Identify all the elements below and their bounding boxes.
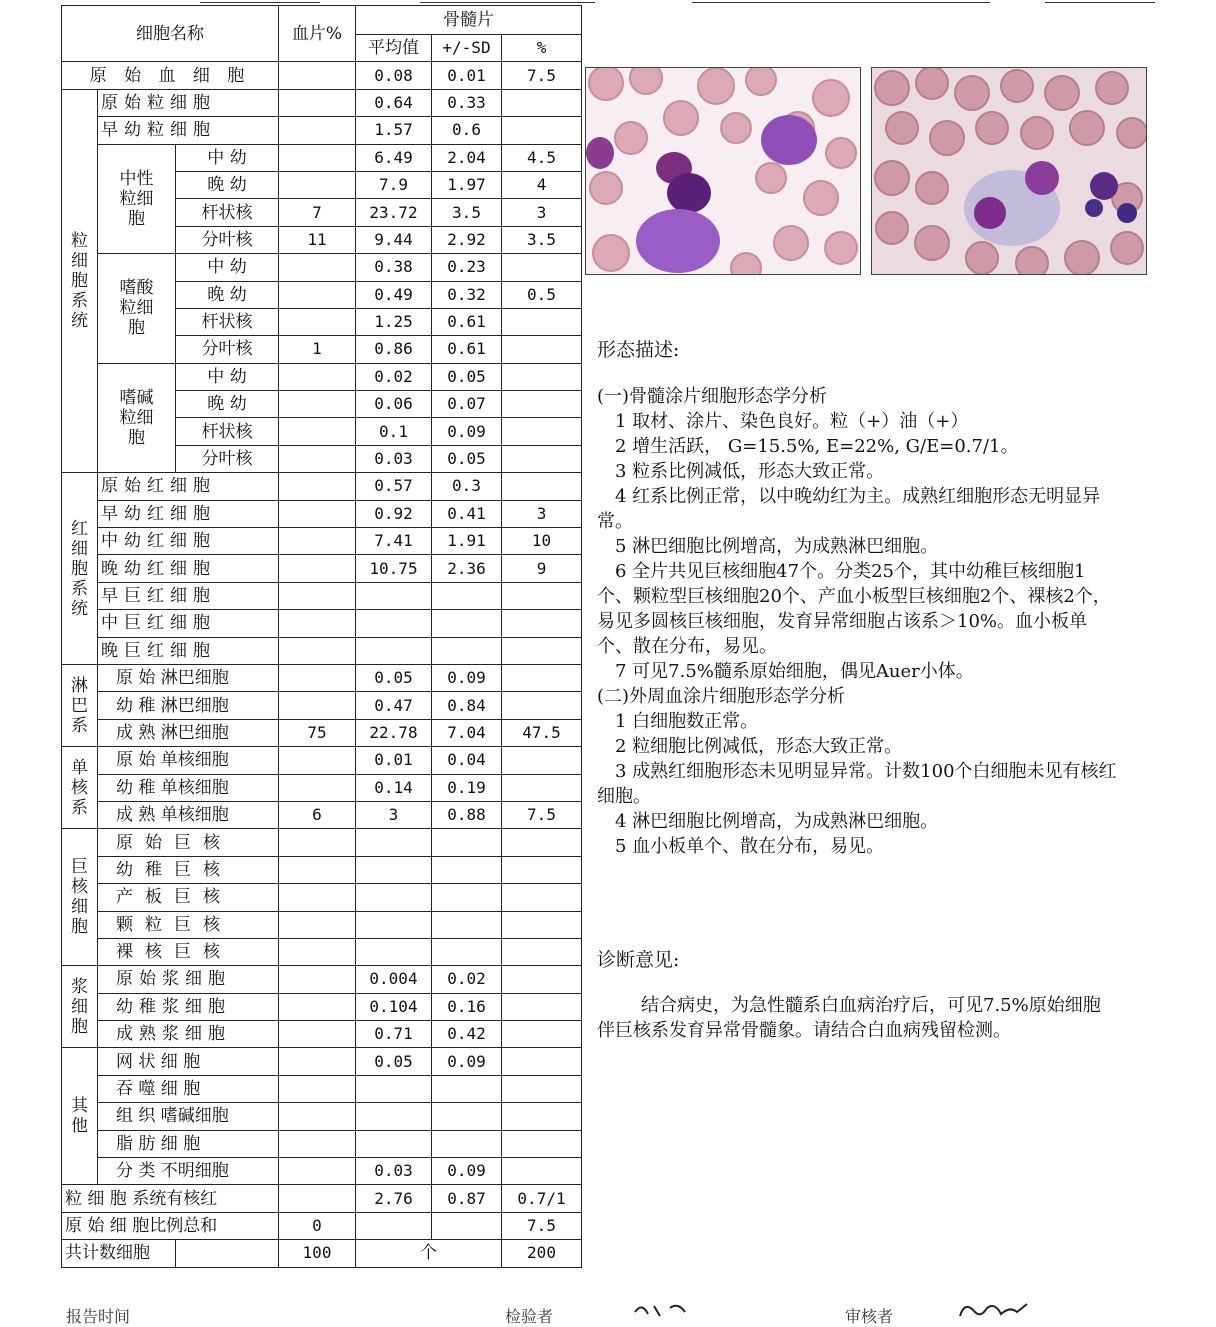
table-row: 浆细胞 原始浆细胞 0.004 0.02 bbox=[62, 966, 582, 993]
description-line: 1 白细胞数正常。 bbox=[615, 711, 759, 732]
subgroup-label: 嗜酸粒细胞 bbox=[98, 254, 176, 364]
table-row: 杆状核 1.25 0.61 bbox=[62, 308, 582, 335]
subgroup-label: 嗜碱粒细胞 bbox=[98, 363, 176, 473]
table-row: 分叶核 1 0.86 0.61 bbox=[62, 336, 582, 363]
examiner-signature bbox=[630, 1300, 710, 1320]
report-time-label: 报告时间 bbox=[66, 1307, 131, 1326]
table-row: 分叶核 11 9.44 2.92 3.5 bbox=[62, 226, 582, 253]
diagnosis-title: 诊断意见: bbox=[597, 949, 680, 971]
table-row: 吞 噬 细 胞 bbox=[62, 1075, 582, 1102]
description-line: 2 粒细胞比例减低，形态大致正常。 bbox=[615, 736, 903, 757]
group-label: 红细胞系统 bbox=[62, 473, 98, 665]
description-line: 3 粒系比例减低，形态大致正常。 bbox=[615, 461, 885, 482]
top-rule bbox=[420, 2, 595, 3]
morphology-text bbox=[597, 384, 1117, 859]
table-row: 产板巨核 bbox=[62, 884, 582, 911]
table-row: 早幼粒细胞 1.57 0.6 bbox=[62, 117, 582, 144]
description-line: 3 成熟红细胞形态未见明显异常。计数100个白细胞未见有核红细胞。 bbox=[597, 761, 1117, 807]
table-row: 晚巨红细胞 bbox=[62, 637, 582, 664]
table-row: 晚 幼 0.06 0.07 bbox=[62, 391, 582, 418]
table-row: 红细胞系统 原始红细胞 0.57 0.3 bbox=[62, 473, 582, 500]
description-line: 1 取材、涂片、染色良好。粒（+）油（+） bbox=[615, 411, 969, 432]
diagnosis-section bbox=[597, 948, 1117, 973]
description-line: 5 淋巴细胞比例增高，为成熟淋巴细胞。 bbox=[615, 536, 939, 557]
description-line: 7 可见7.5%髓系原始细胞，偶见Auer小体。 bbox=[615, 661, 974, 682]
header-blood-pct: 血片% bbox=[279, 6, 356, 62]
table-row: 成熟浆细胞 0.71 0.42 bbox=[62, 1021, 582, 1048]
header-pct: % bbox=[502, 35, 582, 62]
blood-smear-micrograph bbox=[871, 67, 1147, 275]
table-row: 中巨红细胞 bbox=[62, 610, 582, 637]
table-row: 原 始 血 细 胞 0.08 0.01 7.5 bbox=[62, 62, 582, 89]
table-row: 组 织 嗜碱细胞 bbox=[62, 1103, 582, 1130]
group-label: 其他 bbox=[62, 1048, 98, 1185]
table-row: 共计数细胞 100 个 200 bbox=[62, 1240, 582, 1267]
table-row: 裸核巨核 bbox=[62, 938, 582, 965]
table-row: 成 熟 淋巴细胞 75 22.78 7.04 47.5 bbox=[62, 719, 582, 746]
morphology-section bbox=[597, 338, 1117, 363]
table-row: 幼稚巨核 bbox=[62, 856, 582, 883]
table-row: 分 类 不明细胞 0.03 0.09 bbox=[62, 1158, 582, 1185]
table-row: 幼 稚 淋巴细胞 0.47 0.84 bbox=[62, 692, 582, 719]
diagnosis-text: 结合病史，为急性髓系白血病治疗后，可见7.5%原始细胞伴巨核系发育异常骨髓象。请结合白血病残留检测。 bbox=[597, 995, 1101, 1041]
marrow-micrograph bbox=[585, 67, 861, 275]
table-row: 杆状核 0.1 0.09 bbox=[62, 418, 582, 445]
subgroup-label: 中性粒细胞 bbox=[98, 144, 176, 254]
marrow-report-table bbox=[61, 5, 582, 1268]
group-label: 单核系 bbox=[62, 747, 98, 829]
morphology-title: 形态描述: bbox=[597, 339, 680, 361]
top-rule bbox=[200, 2, 320, 3]
reviewer-label: 审核者 bbox=[845, 1307, 894, 1326]
marrow-micrograph-drawing bbox=[586, 68, 860, 274]
table-row: 脂 肪 细 胞 bbox=[62, 1130, 582, 1157]
table-row: 幼稚浆细胞 0.104 0.16 bbox=[62, 993, 582, 1020]
table-row: 单核系 原 始 单核细胞 0.01 0.04 bbox=[62, 747, 582, 774]
reviewer-signature bbox=[955, 1300, 1040, 1320]
top-rule bbox=[692, 2, 990, 3]
group-label: 粒细胞系统 bbox=[62, 89, 98, 472]
header-mean: 平均值 bbox=[356, 35, 432, 62]
table-row: 早巨红细胞 bbox=[62, 582, 582, 609]
group-label: 淋巴系 bbox=[62, 664, 98, 746]
table-row: 幼 稚 单核细胞 0.14 0.19 bbox=[62, 774, 582, 801]
description-line: 6 全片共见巨核细胞47个。分类25个，其中幼稚巨核细胞1个、颗粒型巨核细胞20个、产血小板型巨核细胞2个、裸核2个，易见多圆核巨核细胞，发育异常细胞占该系＞10%。血小板单个、散在分布，易见。 bbox=[597, 561, 1111, 657]
table-row: 粒 细 胞 系统有核红 2.76 0.87 0.7/1 bbox=[62, 1185, 582, 1212]
table-row: 晚幼红细胞 10.75 2.36 9 bbox=[62, 555, 582, 582]
table-row: 原 始 细 胞比例总和 0 7.5 bbox=[62, 1212, 582, 1239]
table-row: 中性粒细胞 中 幼 6.49 2.04 4.5 bbox=[62, 144, 582, 171]
description-line: (一)骨髓涂片细胞形态学分析 bbox=[597, 386, 828, 407]
table-row: 淋巴系 原 始 淋巴细胞 0.05 0.09 bbox=[62, 664, 582, 691]
table-row: 嗜酸粒细胞 中 幼 0.38 0.23 bbox=[62, 254, 582, 281]
header-marrow: 骨髓片 bbox=[356, 6, 582, 35]
description-line: 5 血小板单个、散在分布，易见。 bbox=[615, 836, 885, 857]
table-row: 早幼红细胞 0.92 0.41 3 bbox=[62, 500, 582, 527]
table-row: 分叶核 0.03 0.05 bbox=[62, 445, 582, 472]
table-row: 颗粒巨核 bbox=[62, 911, 582, 938]
header-sd: +/-SD bbox=[432, 35, 502, 62]
table-row: 中幼红细胞 7.41 1.91 10 bbox=[62, 528, 582, 555]
diagnosis-body bbox=[597, 993, 1117, 1043]
table-row: 巨核细胞 原始巨核 bbox=[62, 829, 582, 856]
table-row: 晚 幼 7.9 1.97 4 bbox=[62, 171, 582, 198]
description-line: 2 增生活跃， G=15.5%, E=22%, G/E=0.7/1。 bbox=[615, 436, 1019, 457]
description-line: 4 淋巴细胞比例增高，为成熟淋巴细胞。 bbox=[615, 811, 939, 832]
description-line: (二)外周血涂片细胞形态学分析 bbox=[597, 686, 846, 707]
group-label: 巨核细胞 bbox=[62, 829, 98, 966]
description-line: 4 红系比例正常，以中晚幼红为主。成熟红细胞形态无明显异常。 bbox=[597, 486, 1101, 532]
blood-smear-micrograph-drawing bbox=[872, 68, 1146, 274]
table-row: 杆状核 7 23.72 3.5 3 bbox=[62, 199, 582, 226]
table-row: 嗜碱粒细胞 中 幼 0.02 0.05 bbox=[62, 363, 582, 390]
examiner-label: 检验者 bbox=[505, 1307, 554, 1326]
table-row: 晚 幼 0.49 0.32 0.5 bbox=[62, 281, 582, 308]
top-rule bbox=[1045, 2, 1155, 3]
group-label: 浆细胞 bbox=[62, 966, 98, 1048]
header-cell-name: 细胞名称 bbox=[62, 6, 279, 62]
table-row: 其他 网 状 细 胞 0.05 0.09 bbox=[62, 1048, 582, 1075]
table-row: 粒细胞系统 原始粒细胞 0.64 0.33 bbox=[62, 89, 582, 116]
table-row: 成 熟 单核细胞 6 3 0.88 7.5 bbox=[62, 801, 582, 828]
